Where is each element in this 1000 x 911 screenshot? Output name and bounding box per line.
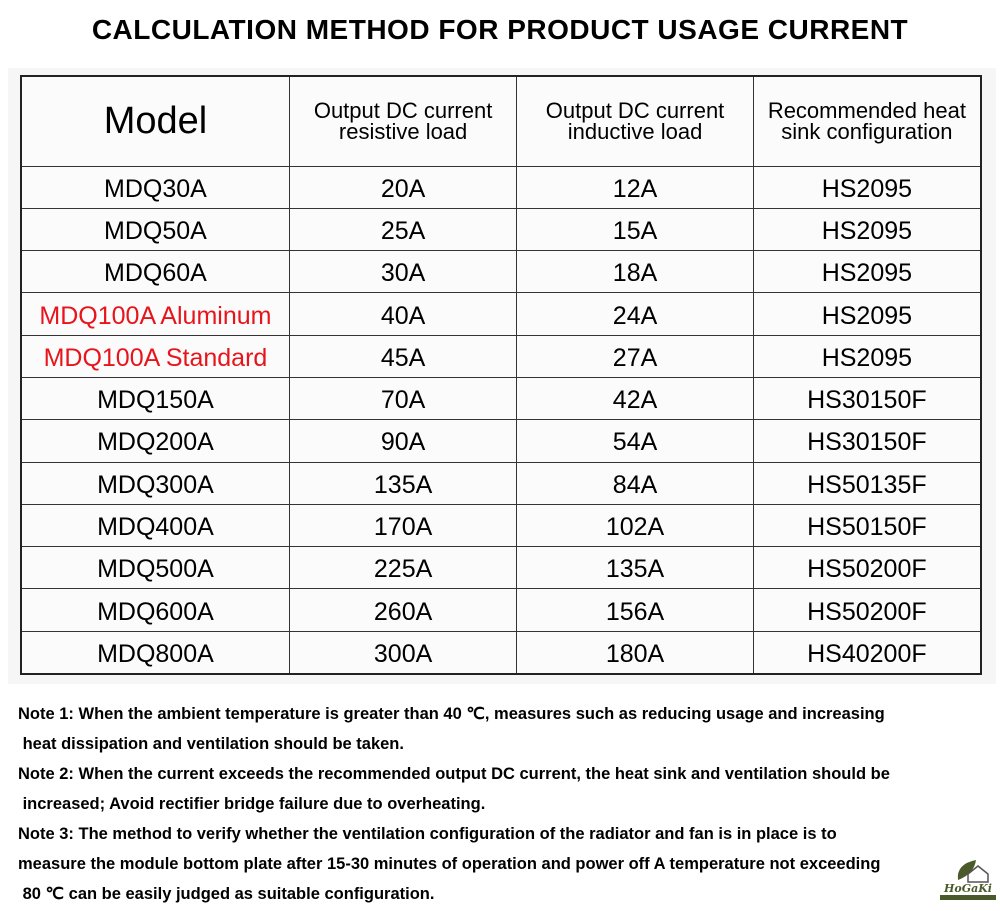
cell-heatsink: HS2095 xyxy=(753,293,981,335)
cell-resistive: 70A xyxy=(289,377,516,419)
cell-model: MDQ500A xyxy=(21,547,289,589)
cell-inductive: 42A xyxy=(517,377,753,419)
table-row xyxy=(21,377,981,419)
header-model: Model xyxy=(21,76,289,166)
note-line: Note 3: The method to verify whether the ventilation configuration of the radiator and fan is in place is to xyxy=(18,825,837,843)
cell-model: MDQ400A xyxy=(21,504,289,546)
cell-inductive: 156A xyxy=(517,589,753,631)
cell-resistive: 170A xyxy=(289,504,516,546)
note-line: measure the module bottom plate after 15-30 minutes of operation and power off A temperature not exceeding xyxy=(18,855,881,873)
cell-inductive: 24A xyxy=(517,293,753,335)
table-row xyxy=(21,251,981,293)
note-line: increased; Avoid rectifier bridge failure due to overheating. xyxy=(18,795,486,813)
cell-inductive: 102A xyxy=(517,504,753,546)
table-row xyxy=(21,420,981,462)
cell-model: MDQ800A xyxy=(21,631,289,673)
hogaki-logo xyxy=(938,852,998,902)
table-row xyxy=(21,631,981,673)
cell-resistive: 20A xyxy=(289,166,516,208)
cell-model: MDQ150A xyxy=(21,377,289,419)
note-line: Note 2: When the current exceeds the recommended output DC current, the heat sink and ventilation should be xyxy=(18,765,890,783)
cell-model: MDQ600A xyxy=(21,589,289,631)
page-title: CALCULATION METHOD FOR PRODUCT USAGE CURRENT xyxy=(91,14,909,45)
cell-model: MDQ60A xyxy=(21,251,289,293)
table-row xyxy=(21,166,981,208)
cell-resistive: 30A xyxy=(289,251,516,293)
cell-resistive: 40A xyxy=(289,293,516,335)
cell-model: MDQ50A xyxy=(21,208,289,250)
cell-resistive: 90A xyxy=(289,420,516,462)
note-line: 80 ℃ can be easily judged as suitable configuration. xyxy=(18,885,435,903)
cell-heatsink: HS2095 xyxy=(753,251,981,293)
cell-heatsink: HS50200F xyxy=(753,589,981,631)
table-row xyxy=(21,335,981,377)
cell-resistive: 45A xyxy=(289,335,516,377)
cell-model: MDQ30A xyxy=(21,166,289,208)
cell-resistive: 225A xyxy=(289,547,516,589)
cell-heatsink: HS50135F xyxy=(753,462,981,504)
cell-resistive: 135A xyxy=(289,462,516,504)
cell-heatsink: HS40200F xyxy=(753,631,981,673)
cell-resistive: 260A xyxy=(289,589,516,631)
cell-inductive: 18A xyxy=(517,251,753,293)
header-resistive: Output DC current resistive load xyxy=(289,76,516,166)
note-line: Note 1: When the ambient temperature is greater than 40 ℃, measures such as reducing usage and increasing xyxy=(18,705,885,723)
header-inductive: Output DC current inductive load xyxy=(517,76,753,166)
cell-heatsink: HS30150F xyxy=(753,377,981,419)
cell-heatsink: HS2095 xyxy=(753,335,981,377)
table-row xyxy=(21,293,981,335)
cell-inductive: 84A xyxy=(517,462,753,504)
cell-model: MDQ200A xyxy=(21,420,289,462)
cell-heatsink: HS50150F xyxy=(753,504,981,546)
cell-model: MDQ300A xyxy=(21,462,289,504)
table-row xyxy=(21,547,981,589)
cell-resistive: 300A xyxy=(289,631,516,673)
cell-heatsink: HS30150F xyxy=(753,420,981,462)
current-table xyxy=(20,75,982,675)
cell-inductive: 135A xyxy=(517,547,753,589)
cell-inductive: 180A xyxy=(517,631,753,673)
table-row xyxy=(21,462,981,504)
note-line: heat dissipation and ventilation should be taken. xyxy=(18,735,404,753)
cell-inductive: 54A xyxy=(517,420,753,462)
table-row xyxy=(21,504,981,546)
table-row xyxy=(21,589,981,631)
notes xyxy=(18,699,988,909)
cell-heatsink: HS50200F xyxy=(753,547,981,589)
cell-resistive: 25A xyxy=(289,208,516,250)
cell-heatsink: HS2095 xyxy=(753,208,981,250)
cell-inductive: 12A xyxy=(517,166,753,208)
cell-model: MDQ100A Aluminum xyxy=(21,293,289,335)
svg-text:HoGaKi: HoGaKi xyxy=(944,882,992,895)
cell-inductive: 15A xyxy=(517,208,753,250)
cell-heatsink: HS2095 xyxy=(753,166,981,208)
header-heatsink: Recommended heat sink configuration xyxy=(753,76,981,166)
cell-inductive: 27A xyxy=(517,335,753,377)
table-header-row xyxy=(21,76,981,166)
table-row xyxy=(21,208,981,250)
cell-model: MDQ100A Standard xyxy=(21,335,289,377)
